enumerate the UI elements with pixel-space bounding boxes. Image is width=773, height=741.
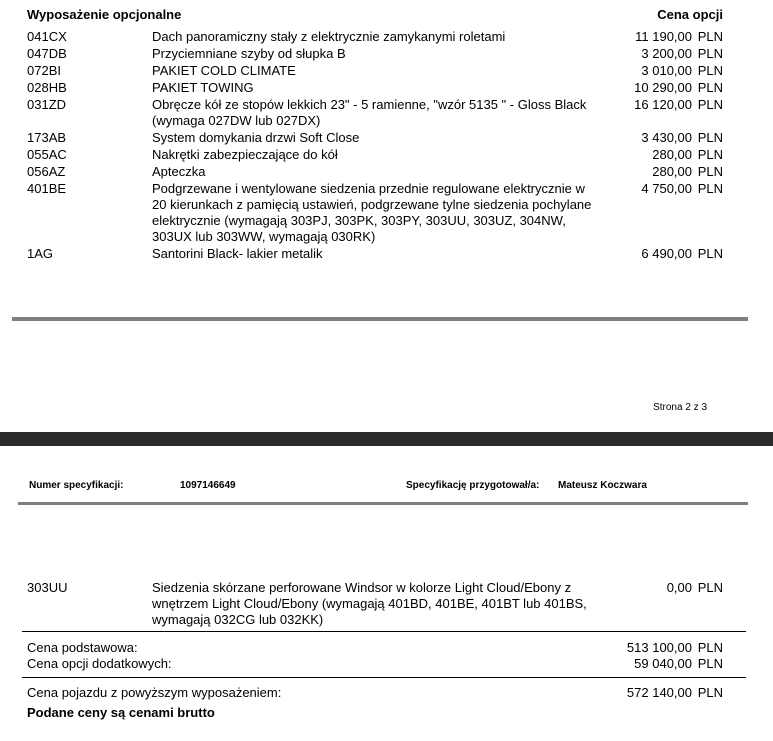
option-description: Dach panoramiczny stały z elektrycznie zamykanymi roletami — [152, 29, 506, 44]
option-price: 16 120,00 — [634, 97, 692, 112]
options-price-label: Cena opcji dodatkowych: — [27, 656, 172, 671]
base-price-value: 513 100,00 — [626, 640, 692, 655]
price-column-header: Cena opcji — [657, 7, 723, 22]
totals-divider — [22, 677, 746, 678]
option-description: System domykania drzwi Soft Close — [152, 130, 360, 145]
option-code: 028HB — [27, 80, 67, 95]
spec-number-label: Numer specyfikacji: — [29, 480, 124, 491]
header-rule — [18, 502, 748, 505]
option-currency: PLN — [697, 147, 723, 162]
options-price-value: 59 040,00 — [634, 656, 692, 671]
option-currency: PLN — [697, 80, 723, 95]
option-price: 4 750,00 — [641, 181, 692, 196]
option-currency: PLN — [697, 246, 723, 261]
gross-price-note: Podane ceny są cenami brutto — [27, 705, 215, 720]
option-currency: PLN — [697, 29, 723, 44]
option-currency: PLN — [697, 63, 723, 78]
option-code: 047DB — [27, 46, 67, 61]
option-code: 1AG — [27, 246, 54, 261]
total-price-currency: PLN — [697, 685, 723, 700]
page-rule — [12, 317, 748, 321]
option-currency: PLN — [697, 164, 723, 179]
option-description: PAKIET COLD CLIMATE — [152, 63, 296, 78]
option-code: 041CX — [27, 29, 67, 44]
spec-number-value: 1097146649 — [180, 480, 236, 491]
option-price: 10 290,00 — [634, 80, 692, 95]
page-separator — [0, 432, 773, 446]
option-description: Siedzenia skórzane perforowane Windsor w kolorze Light Cloud/Ebony z wnętrzem Light Cloud/Ebony (wymagają 401BD, 401BE, 401BT lub 401BS, wymagają 032CG lub 032KK) — [152, 580, 587, 627]
option-price: 280,00 — [652, 164, 692, 179]
option-description: Obręcze kół ze stopów lekkich 23" - 5 ramienne, "wzór 5135 " - Gloss Black (wymaga 027DW lub 027DX) — [152, 97, 587, 128]
option-currency: PLN — [697, 130, 723, 145]
option-code: 303UU — [27, 580, 68, 595]
option-currency: PLN — [697, 580, 723, 595]
option-price: 3 200,00 — [641, 46, 692, 61]
prepared-by-label: Specyfikację przygotował/a: — [406, 480, 540, 491]
option-code: 031ZD — [27, 97, 67, 112]
option-price: 6 490,00 — [641, 246, 692, 261]
option-code: 173AB — [27, 130, 67, 145]
option-price: 3 430,00 — [641, 130, 692, 145]
page-number: Strona 2 z 3 — [653, 402, 707, 413]
option-code: 055AC — [27, 147, 67, 162]
option-currency: PLN — [697, 46, 723, 61]
option-currency: PLN — [697, 97, 723, 112]
options-price-currency: PLN — [697, 656, 723, 671]
prepared-by-value: Mateusz Koczwara — [558, 480, 647, 491]
total-price-value: 572 140,00 — [626, 685, 692, 700]
option-description: Przyciemniane szyby od słupka B — [152, 46, 346, 61]
option-code: 056AZ — [27, 164, 66, 179]
option-description: Apteczka — [152, 164, 206, 179]
total-price-label: Cena pojazdu z powyższym wyposażeniem: — [27, 685, 282, 700]
option-description: Nakrętki zabezpieczające do kół — [152, 147, 338, 162]
option-price: 3 010,00 — [641, 63, 692, 78]
section-title: Wyposażenie opcjonalne — [27, 7, 182, 22]
option-description: Podgrzewane i wentylowane siedzenia przednie regulowane elektrycznie w 20 kierunkach z pamięcią ustawień, podgrzewane tylne siedzenia pochylane elektrycznie (wymagają 303PJ, 303PK, 303PY, 303UU, 303UZ, 304NW, 303UX lub 303WW, wymagają 030RK) — [152, 181, 592, 244]
option-code: 401BE — [27, 181, 67, 196]
option-currency: PLN — [697, 181, 723, 196]
option-code: 072BI — [27, 63, 61, 78]
option-description: PAKIET TOWING — [152, 80, 254, 95]
base-price-currency: PLN — [697, 640, 723, 655]
option-price: 280,00 — [652, 147, 692, 162]
option-price: 11 190,00 — [635, 29, 692, 44]
base-price-label: Cena podstawowa: — [27, 640, 138, 655]
option-price: 0,00 — [666, 580, 692, 595]
option-description: Santorini Black- lakier metalik — [152, 246, 323, 261]
totals-divider — [22, 631, 746, 632]
